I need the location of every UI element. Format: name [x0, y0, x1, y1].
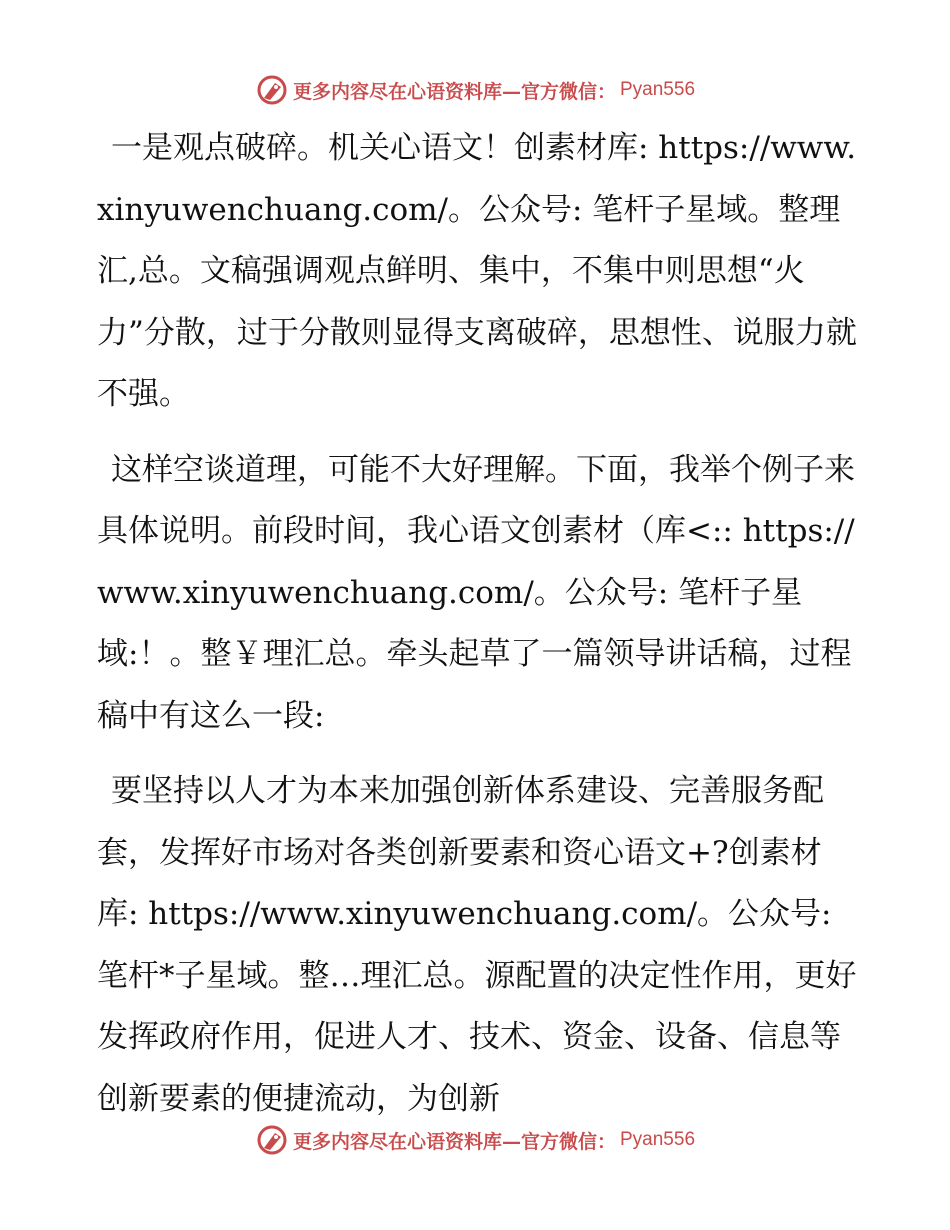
- header-banner-text: 更多内容尽在心语资料库—官方微信：: [292, 80, 616, 103]
- footer-banner: [0, 1120, 950, 1160]
- pen-nib-logo-icon: [255, 1123, 289, 1157]
- footer-banner-text: 更多内容尽在心语资料库—官方微信：: [292, 1130, 616, 1153]
- pen-nib-logo-icon: [255, 73, 289, 107]
- document-body: [97, 118, 857, 1144]
- footer-wechat-id: Pyan556: [620, 1129, 696, 1150]
- paragraph-1: 一是观点破碎。机关心语文！创素材库: https://www.xinyuwenchuang.com/。公众号: 笔杆子星域。整理汇,总。文稿强调观点鲜明、集中，不集中则思想“火力”分散，过于分散则显得支离破碎，思想性、说服力就不强。: [97, 130, 857, 412]
- header-banner: [0, 70, 950, 110]
- paragraph-3: 要坚持以人才为本来加强创新体系建设、完善服务配套，发挥好市场对各类创新要素和资心语文+?创素材库: https://www.xinyuwenchuang.com/。公众号: 笔杆*子星域。整…理汇总。源配置的决定性作用，更好发挥政府作用，促进人才、技术、资金、设备、信息等创新要素的便捷流动，为创新: [97, 773, 857, 1117]
- header-wechat-id: Pyan556: [620, 79, 696, 100]
- paragraph-2: 这样空谈道理，可能不大好理解。下面，我举个例子来具体说明。前段时间，我心语文创素材（库<:: https://www.xinyuwenchuang.com/。公众号: 笔杆子星域:！。整￥理汇总。牵头起草了一篇领导讲话稿，过程稿中有这么一段:: [97, 451, 855, 734]
